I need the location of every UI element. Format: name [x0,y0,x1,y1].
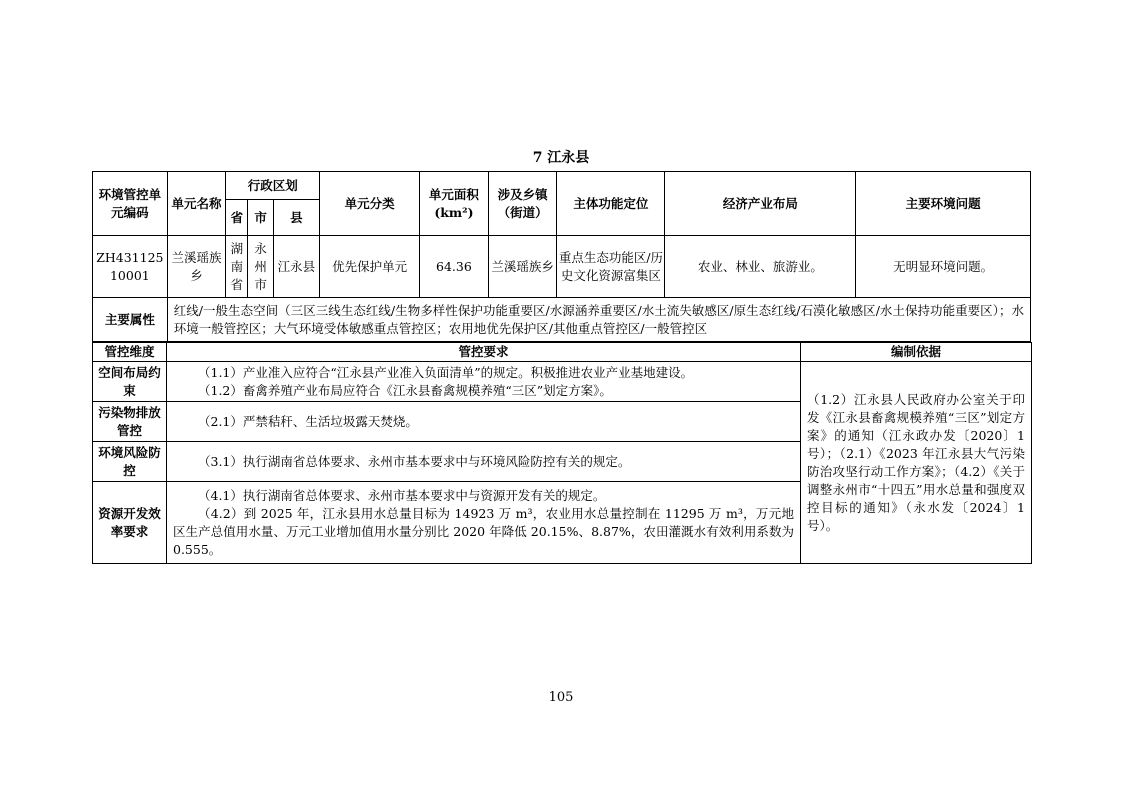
requirement-item: （4.1）执行湖南省总体要求、永州市基本要求中与资源开发有关的规定。 [198,487,606,503]
requirement-item: （2.1）严禁秸秆、生活垃圾露天焚烧。 [198,413,418,429]
page-number: 105 [548,690,574,705]
cell-function: 重点生态功能区/历史文化资源富集区 [557,236,665,298]
cell-industry: 农业、林业、旅游业。 [665,236,856,298]
header-province: 省 [226,200,248,236]
requirement-item: （4.2）到 2025 年，江永县用水总量目标为 14923 万 m³，农业用水总量控制在 11295 万 m³，万元地区生产总值用水量、万元工业增加值用水量分别比 2020 年降低 20.15%、8.87%，农田灌溉水有效利用系数为 0.555。 [173,505,794,557]
dimension-risk: 环境风险防控 [93,442,167,482]
cell-city: 永州市 [248,236,273,298]
header-function: 主体功能定位 [557,172,665,236]
requirement-item: （1.2）畜禽养殖产业布局应符合《江永县畜禽规模养殖“三区”划定方案》。 [198,382,612,398]
header-name: 单元名称 [167,172,226,236]
section-title: 7 江永县 [532,150,590,166]
requirement-spatial [167,362,801,402]
cell-area: 64.36 [420,236,489,298]
requirement-resource [167,482,801,564]
requirement-pollution [167,402,801,442]
header-industry: 经济产业布局 [665,172,856,236]
header-requirement: 管控要求 [167,343,801,362]
unit-table [92,171,1031,342]
attributes-label: 主要属性 [93,298,168,342]
header-category: 单元分类 [320,172,420,236]
header-county: 县 [273,200,319,236]
requirement-item: （3.1）执行湖南省总体要求、永州市基本要求中与环境风险防控有关的规定。 [198,453,631,469]
cell-town: 兰溪瑶族乡 [488,236,557,298]
header-basis: 编制依据 [801,343,1032,362]
dimension-spatial: 空间布局约束 [93,362,167,402]
cell-code: ZH43112510001 [93,236,168,298]
requirement-risk [167,442,801,482]
header-city: 市 [248,200,273,236]
header-dimension: 管控维度 [93,343,167,362]
header-area: 单元面积(km²) [420,172,489,236]
header-town: 涉及乡镇（街道） [488,172,557,236]
header-admin: 行政区划 [226,172,320,200]
cell-province: 湖南省 [226,236,248,298]
cell-issues: 无明显环境问题。 [856,236,1031,298]
requirement-item: （1.1）产业准入应符合“江永县产业准入负面清单”的规定。积极推进农业产业基地建设。 [198,364,694,380]
dimension-pollution: 污染物排放管控 [93,402,167,442]
basis-text: （1.2）江永县人民政府办公室关于印发《江永县畜禽规模养殖“三区”划定方案》的通知（江永政办发〔2020〕1 号）；（2.1）《2023 年江永县大气污染防治攻坚行动工作方案》；（4.2）《关于调整永州市“十四五”用水总量和强度双控目标的通知》（永水发〔2024〕1 号）。 [801,362,1032,564]
cell-county: 江永县 [273,236,319,298]
control-table [92,342,1032,564]
header-code: 环境管控单元编码 [93,172,168,236]
header-issues: 主要环境问题 [856,172,1031,236]
dimension-resource: 资源开发效率要求 [93,482,167,564]
cell-name: 兰溪瑶族乡 [167,236,226,298]
attributes-text: 红线/一般生态空间（三区三线生态红线/生物多样性保护功能重要区/水源涵养重要区/水土流失敏感区/原生态红线/石漠化敏感区/水土保持功能重要区）；水环境一般管控区；大气环境受体敏感重点管控区；农用地优先保护区/其他重点管控区/一般管控区 [167,298,1030,342]
cell-category: 优先保护单元 [320,236,420,298]
